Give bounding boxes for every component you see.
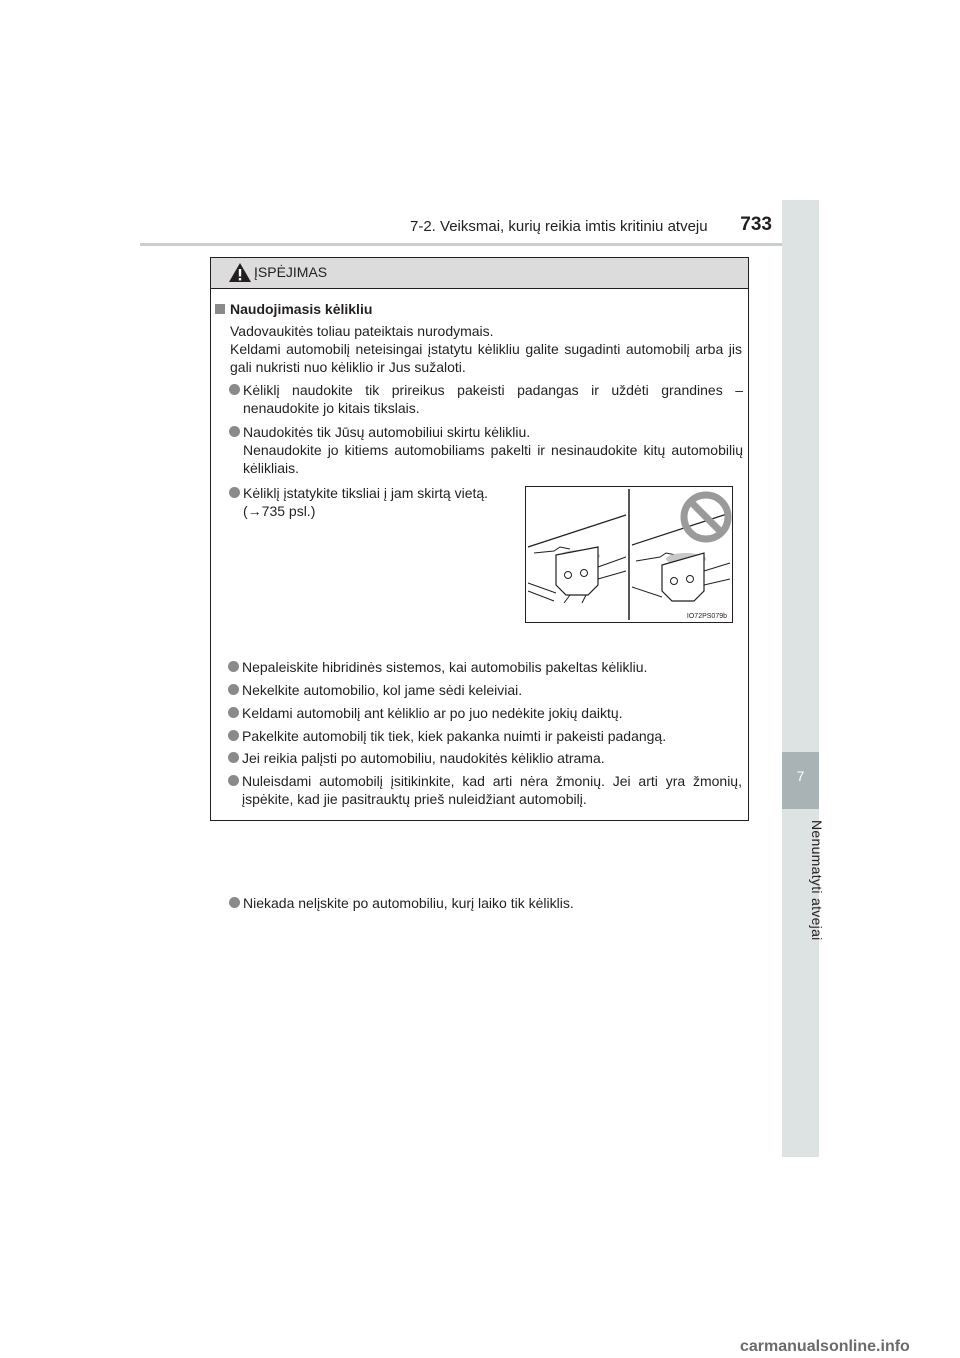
page-reference xyxy=(229,502,519,520)
bullet-text: Pakelkite automobilį tik tiek, kiek pakanka nuimti ir pakeisti padangą. xyxy=(242,728,667,744)
bullet-text: Nuleisdami automobilį įsitikinkite, kad arti nėra žmonių. Jei arti yra žmonių, įspėkite, kad jie pasitrauktų prieš nuleidžiant automobilį. xyxy=(242,773,742,807)
bullet-item xyxy=(229,381,743,417)
bullet-dot-icon xyxy=(229,897,240,908)
header-rule xyxy=(140,243,819,246)
page-reference-text: (→735 psl.) xyxy=(243,503,316,519)
bullet-item xyxy=(228,749,742,767)
chapter-side-tab xyxy=(782,200,819,1157)
intro-line: Vadovaukitės toliau pateiktais nurodymais. xyxy=(230,323,494,339)
bullet-item xyxy=(229,484,519,502)
bullet-item xyxy=(229,894,743,912)
warning-triangle-icon xyxy=(228,262,252,283)
figure-code: IO72PS079b xyxy=(686,613,727,620)
jack-placement-figure xyxy=(525,486,733,623)
bullet-dot-icon xyxy=(228,707,239,718)
chapter-title: Nenumatyti atvejai xyxy=(809,820,825,941)
bullet-dot-icon xyxy=(229,384,240,395)
bullet-text: Niekada nelįskite po automobiliu, kurį laiko tik kėliklis. xyxy=(243,895,574,911)
bullet-item xyxy=(228,658,742,676)
bullet-text: Kėliklį įstatykite tiksliai į jam skirtą vietą. xyxy=(243,485,489,501)
bullet-dot-icon xyxy=(228,775,239,786)
bullet-dot-icon xyxy=(229,487,240,498)
bullet-dot-icon xyxy=(228,661,239,672)
chapter-number: 7 xyxy=(796,768,805,784)
bullet-text: Nenaudokite jo kitiems automobiliams pakelti ir nesinaudokite kitų automobilių kėlikliais. xyxy=(243,442,743,476)
square-bullet-icon xyxy=(215,304,225,314)
bullet-item xyxy=(228,704,742,722)
bullet-text: Nekelkite automobilio, kol jame sėdi keleiviai. xyxy=(242,682,523,698)
running-header-section: 7-2. Veiksmai, kurių reikia imtis kritiniu atveju xyxy=(410,218,708,235)
page-number: 733 xyxy=(740,214,772,235)
bullet-continuation xyxy=(229,441,743,477)
jack-illustration xyxy=(526,487,732,622)
bullet-dot-icon xyxy=(228,684,239,695)
section-heading xyxy=(215,301,372,317)
bullet-dot-icon xyxy=(228,730,239,741)
bullet-item xyxy=(228,772,742,808)
bullet-item xyxy=(229,423,743,441)
bullet-text: Keldami automobilį ant kėliklio ar po juo nedėkite jokių daiktų. xyxy=(242,705,623,721)
bullet-item xyxy=(228,727,742,745)
bullet-text: Jei reikia palįsti po automobiliu, naudokitės kėliklio atrama. xyxy=(242,750,605,766)
bullet-text: Nepaleiskite hibridinės sistemos, kai automobilis pakeltas kėlikliu. xyxy=(242,659,648,675)
bullet-text: Naudokitės tik Jūsų automobiliui skirtu kėlikliu. xyxy=(243,424,531,440)
intro-paragraph: Keldami automobilį neteisingai įstatytu kėlikliu galite sugadinti automobilį arba jis gali nukristi nuo kėliklio ir Jus sužaloti. xyxy=(230,341,742,375)
warning-title: ĮSPĖJIMAS xyxy=(254,264,328,280)
footer-watermark: carmanualsonline.info xyxy=(740,1338,910,1355)
warning-header xyxy=(211,258,748,289)
bullet-item xyxy=(228,681,742,699)
bullet-dot-icon xyxy=(228,752,239,763)
section-heading-text: Naudojimasis kėlikliu xyxy=(230,301,373,317)
bullet-text: Kėliklį naudokite tik prireikus pakeisti padangas ir uždėti grandines – nenaudokite jo kitais tikslais. xyxy=(243,382,743,416)
bullet-dot-icon xyxy=(229,426,240,437)
